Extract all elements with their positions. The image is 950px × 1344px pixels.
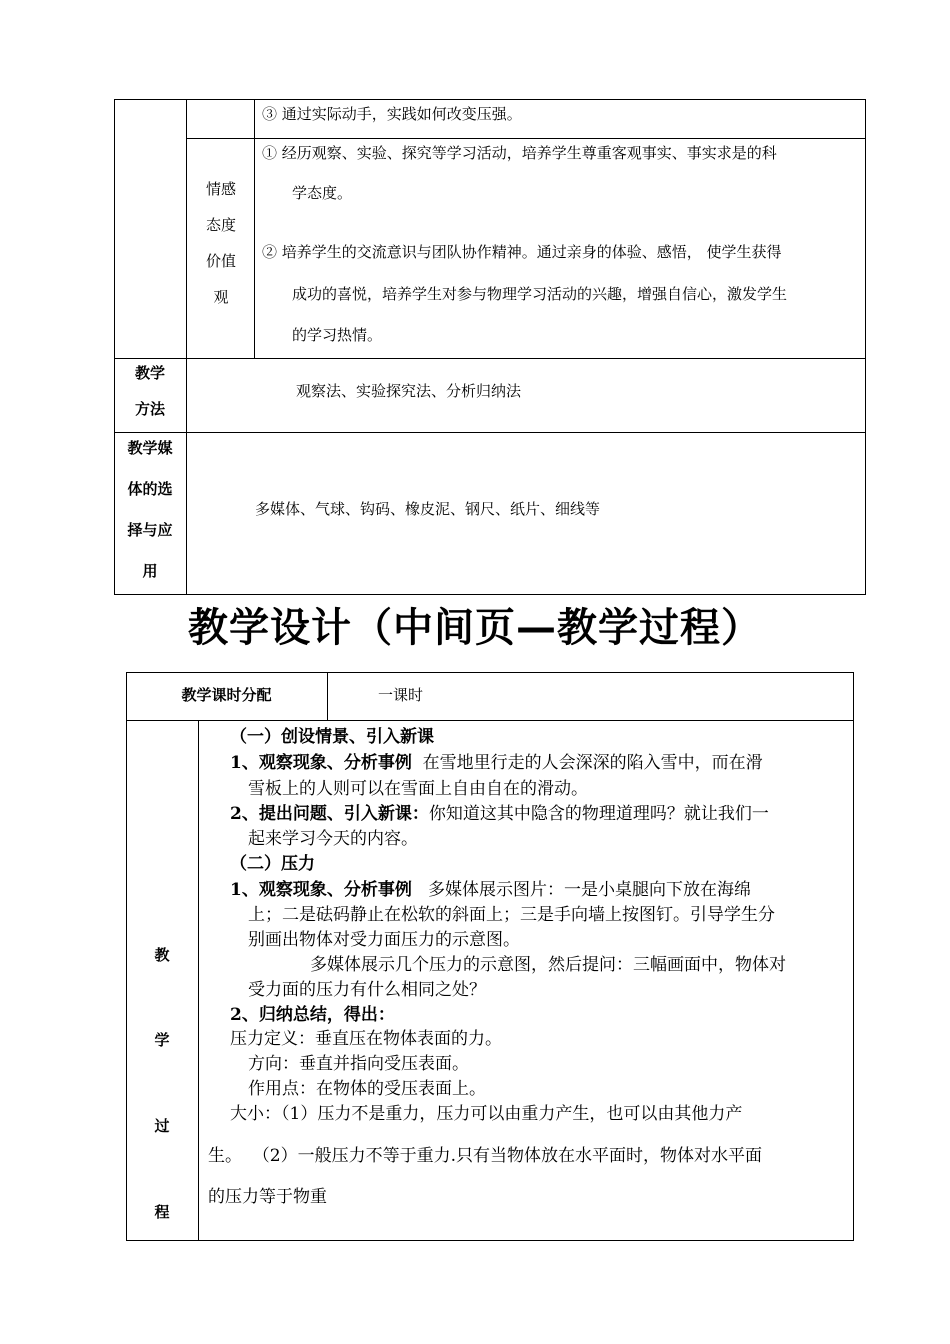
- skill-item-3: ③ 通过实际动手，实践如何改变压强。: [262, 105, 522, 123]
- s2-p1-cont: 受力面的压力有什么相同之处？: [248, 980, 486, 1000]
- s2-p1-cont: 上；二是砝码静止在松软的斜面上；三是手向墙上按图钉。引导学生分: [248, 905, 775, 925]
- attitude-label-line: 情感: [205, 180, 236, 198]
- magnitude-line: 的压力等于物重: [208, 1187, 327, 1207]
- method-value: 观察法、实验探究法、分析归纳法: [296, 382, 522, 400]
- process-label-char: 程: [154, 1203, 170, 1221]
- attitude-item-2: ② 培养学生的交流意识与团队协作精神。通过亲身的体验、感悟， 使学生获得: [262, 243, 782, 261]
- magnitude-line: 生。 （2）一般压力不等于重力.只有当物体放在水平面时，物体对水平面: [208, 1146, 763, 1166]
- page-title: 教学设计（中间页—教学过程）: [188, 605, 762, 651]
- attitude-label-line: 态度: [205, 216, 236, 234]
- method-label-line: 教学: [134, 364, 165, 382]
- attitude-label-line: 观: [213, 288, 229, 306]
- direction-line: 方向：垂直并指向受压表面。: [248, 1054, 469, 1074]
- hours-label: 教学课时分配: [181, 686, 272, 704]
- definition-line: 压力定义：垂直压在物体表面的力。: [230, 1029, 502, 1049]
- magnitude-line: 大小：（1）压力不是重力，压力可以由重力产生，也可以由其他力产: [230, 1104, 743, 1124]
- s1-p1-lead: 1、观察现象、分析事例: [230, 753, 412, 773]
- attitude-label-line: 价值: [205, 252, 236, 270]
- s1-paragraph-2: [230, 799, 769, 824]
- attitude-item-2-cont: 的学习热情。: [292, 326, 383, 344]
- section-2-heading: （二）压力: [230, 854, 315, 874]
- media-value: 多媒体、气球、钩码、橡皮泥、钢尺、纸片、细线等: [255, 500, 601, 518]
- section-1-heading: （一）创设情景、引入新课: [230, 727, 434, 747]
- attitude-item-2-cont: 成功的喜悦，培养学生对参与物理学习活动的兴趣，增强自信心，激发学生: [292, 285, 788, 303]
- s1-p1-cont: 雪板上的人则可以在雪面上自由自在的滑动。: [248, 779, 588, 799]
- process-label-char: 教: [154, 946, 170, 964]
- process-label-char: 学: [154, 1031, 170, 1049]
- hours-value: 一课时: [378, 686, 424, 704]
- application-point-line: 作用点：在物体的受压表面上。: [248, 1079, 486, 1099]
- s1-p1-text: 在雪地里行走的人会深深的陷入雪中，而在滑: [411, 753, 763, 773]
- process-label-char: 过: [154, 1117, 170, 1135]
- media-label-line: 教学媒: [127, 439, 173, 457]
- media-label-line: 择与应: [127, 521, 173, 539]
- s1-p2-cont: 起来学习今天的内容。: [248, 829, 418, 849]
- method-label-line: 方法: [134, 400, 165, 418]
- media-label-line: 体的选: [127, 480, 173, 498]
- s2-paragraph-2: 2、归纳总结，得出：: [230, 1005, 395, 1025]
- s2-p1-text: 多媒体展示图片：一是小桌腿向下放在海绵: [411, 880, 752, 900]
- attitude-item-1: ① 经历观察、实验、探究等学习活动，培养学生尊重客观事实、事实求是的科: [262, 144, 777, 162]
- s2-paragraph-1: [230, 875, 751, 900]
- attitude-item-1-cont: 学态度。: [292, 184, 353, 202]
- s2-p1-lead: 1、观察现象、分析事例: [230, 880, 412, 900]
- s1-paragraph-1: [230, 748, 763, 773]
- s2-p1-cont: 别画出物体对受力面压力的示意图。: [248, 930, 520, 950]
- s2-p1-cont: 多媒体展示几个压力的示意图，然后提问：三幅画面中，物体对: [310, 955, 786, 975]
- media-label-line: 用: [142, 562, 158, 580]
- s1-p2-lead: 2、提出问题、引入新课：: [230, 804, 429, 824]
- s1-p2-text: 你知道这其中隐含的物理道理吗？就让我们一: [428, 804, 769, 824]
